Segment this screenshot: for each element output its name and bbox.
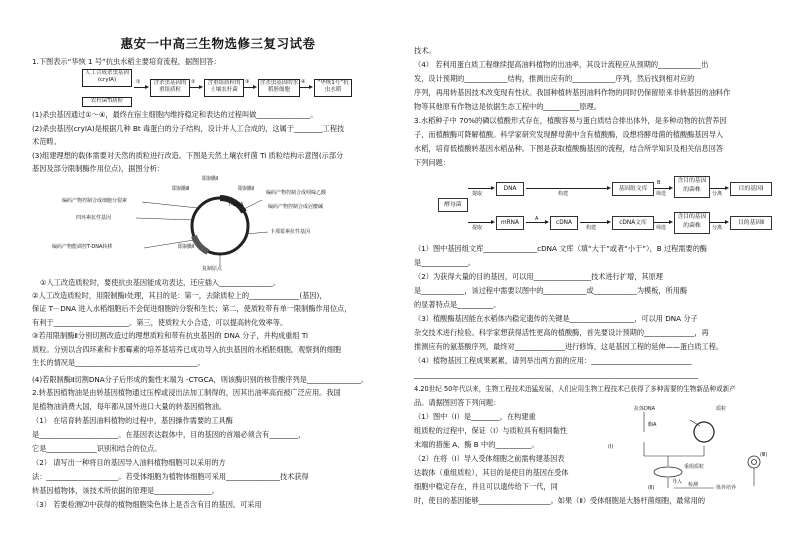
q4-1b: 组质粒的过程中，保证（Ⅰ）与质粒具有相同黏性: [414, 426, 568, 435]
q2-stem-a: 2.转基因植物油是由转基因植物通过压榨或浸出法加工制得的，因其出油率高而被广泛应用。我国: [32, 388, 341, 397]
label-sep-1: 分离: [712, 191, 723, 197]
label-iaa-gene: 编码产物控制合成细胞分裂素: [62, 198, 128, 204]
q1-3-2b: 保证 T－DNA 进入水稻细胞后不会促进细胞的分裂和生长；第二，使质粒带有单一限制酶作用位点，: [32, 304, 352, 313]
label-build-1: 构建: [558, 191, 569, 197]
q1-3-2a: ②人工改造质粒时，用限制酶Ⅰ处理，其目的是：第一，去除质粒上的______________(基因)，: [32, 291, 327, 300]
figure-2-ti-plasmid: [32, 174, 404, 274]
label-sep-2: 分离: [712, 225, 723, 231]
q1-2a: (2)杀虫基因(cryIA)是根据几种 Bt 毒蛋白的分子结构，设计并人工合成的，这属于________工程技: [32, 124, 345, 133]
flow-box-agrobacterium: 含重组质粒的土壤农杆菌: [204, 79, 244, 97]
q4-1a: （1）图中（Ⅰ）是________，在构建重: [414, 412, 536, 421]
label-A: A: [535, 216, 539, 222]
label-antibody-dna: 抗体DNA: [634, 406, 656, 412]
figure-4-svg: [604, 406, 774, 492]
label-origin: 复制原点: [202, 266, 223, 272]
recomb-ellipse: [654, 467, 682, 477]
cdna-library-box: cDNA文库: [612, 216, 654, 230]
q2-2b: 法：____________________。若受体细胞为植物体细胞可采用_______________技术获得: [32, 472, 309, 481]
step-2-label: ②: [191, 79, 196, 85]
yeast-box: 酵母菌: [438, 198, 468, 212]
q2-4d: 物等其他原有作物这是依据生态工程中的__________原理。: [414, 102, 601, 111]
q3-2a: （2）为获得大量的目的基因，可以用________________技术进行扩增，其原理: [414, 272, 663, 281]
left-column: [32, 0, 404, 560]
right-column: [414, 0, 780, 560]
label-kanamycin-gene: 卡那霉素抗性基因: [270, 229, 311, 235]
label-III: (Ⅲ): [760, 452, 768, 458]
step-3-label: ③: [245, 79, 250, 85]
resistance-segment: [194, 236, 208, 252]
label-build-2: 构建: [586, 225, 597, 231]
q3-4b: _______________________________________________________________________________: [414, 370, 698, 379]
flow-arrow-3: [244, 87, 254, 88]
label-express: 体外培养: [716, 485, 737, 491]
flow-box-plasmid: 农杆菌Ti质粒: [82, 97, 132, 107]
q1-3b: 基因及部分限制酶作用位点)，据图分析：: [32, 164, 165, 173]
label-I: (Ⅰ): [608, 444, 614, 450]
label-detect: 检测: [688, 482, 699, 488]
q3-1a: （1）图中基因组文库_______________cDNA 文库（填“大于”或者“小于”），B 过程需要的酶: [414, 244, 708, 253]
label-B: B: [657, 180, 661, 186]
flow-arrow-2: [190, 87, 200, 88]
q2-3b: 技术。: [414, 46, 436, 55]
label-screen-2: 筛选: [656, 225, 667, 231]
label-enzyme-i-top: 限制酶Ⅰ: [202, 176, 219, 182]
q1-2b: 术范畴。: [32, 137, 61, 146]
q1-4: (4)若限制酶Ⅱ切割DNA分子后形成的黏性末端为 -CTGCA，则该酶识别的核苷酸序列是_______________。: [32, 375, 369, 384]
q1-3-3a: ③若用限制酶Ⅱ分别切割改造过的理想质粒和带有抗虫基因的 DNA 分子，并构成重组 Ti: [32, 331, 309, 340]
leader-1: [142, 202, 198, 208]
label-import: 导入: [672, 479, 683, 485]
step-1-label: ①: [136, 79, 141, 85]
leader-2: [136, 218, 194, 220]
page-title: 惠安一中高三生物选修三复习试卷: [120, 36, 316, 51]
figure-4-diagram: [604, 406, 774, 492]
figure-3-library-flow: [438, 176, 778, 240]
q3-stem-a: 3.水稻种子中 70%的磷以植酸形式存在，植酸容易与蛋白质结合排出体外，是多种动物的抗营养因: [414, 116, 727, 125]
label-tdna: T-DNA: [228, 202, 244, 208]
label-vir-gene: 编码产物能调控T-DNA转移: [52, 244, 113, 250]
q3-stem-c: 水稻，培育低植酸转基因水稻品种。下图是获取植酸酶基因的流程，结合所学知识及相关信息回答: [414, 144, 724, 153]
q4-1c: 末端的措施 A、酶 B 中的__________。: [414, 440, 539, 449]
q3-stem-b: 子，而植酸酶可降解植酸。科学家研究发现酵母菌中含有植酸酶，设想将酵母菌的植酸酶基因导入: [414, 130, 724, 139]
q3-1b: 是_____________。: [414, 258, 476, 267]
q3-2c: 的显著特点是__________。: [414, 300, 501, 309]
q2-stem-b: 是植物油消费大国，每年都从国外进口大量的转基因植物油。: [32, 402, 227, 411]
leader-4: [242, 200, 262, 210]
q4-2b: 达载体（重组质粒），其目的是使目的基因在受体: [414, 468, 569, 477]
arrow-extract-dna: [468, 188, 492, 189]
flow-arrow-4: [300, 87, 310, 88]
q3-3b: 杂交技术进行检验。科学家想获得活性更高的植酸酶，首先要设计预期的______________，再: [414, 328, 709, 337]
flow-box-rice: “华恢1号”抗虫水稻: [314, 79, 352, 97]
arrow-extract-mrna: [468, 222, 492, 223]
q4-stem-a: 4.20世纪 50年代以来，生物工程技术迅猛发展，人们应用生物工程技术已获得了多种需要的生物新品种或新产: [414, 385, 736, 393]
arrow-build-2: [580, 222, 608, 223]
genomic-library-box: 基因组文库: [612, 182, 654, 196]
q4-2d: 时，使目的基因能够____________________。如果（Ⅱ）受体细胞是大肠杆菌细胞，最常用的: [414, 496, 706, 505]
step-4-label: ④: [301, 79, 306, 85]
q1-3-3c: 生长的情况是__________________________________。: [32, 358, 205, 367]
cdna-box: cDNA: [550, 216, 578, 230]
q3-3a: （3）植酸酶基因能在水稻体内稳定遗传的关键是__________________，可以用 DNA 分子: [414, 314, 698, 323]
arrow-sep-1: [710, 188, 726, 189]
label-recomb: 重组质粒: [684, 464, 705, 470]
label-plasmid: 质粒: [716, 406, 727, 412]
q3-4a: （4）植物基因工程成果累累，请列举出两方面的应用：____________________________: [414, 356, 692, 365]
arrow-screen-2: [654, 222, 670, 223]
arrow-screen-1: [654, 188, 670, 189]
q3-2b: 是____________，该过程中需要以图中的____________或____________为模板，所用酶: [414, 286, 688, 295]
leader-5: [246, 232, 268, 234]
label-screen-1: 筛选: [656, 191, 667, 197]
q1-stem: 1.下图表示“华恢 1 号”抗虫水稻主要培育流程，据图回答：: [32, 57, 221, 66]
label-II: (Ⅱ): [648, 485, 655, 491]
target-gene-1-box: 目的基因Ⅰ: [730, 182, 772, 196]
q1-3-1: ①人工改造质粒时，要使抗虫基因能成功表达，还应插入_______________。: [40, 278, 281, 287]
q1-3-3b: 质粒。分别以含四环素和卡那霉素的培养基培养已成功导入抗虫基因的水稻胚细胞，观察到的细胞: [32, 345, 342, 354]
flow-box-embryo: 含杀虫基因的水稻胚细胞: [258, 79, 300, 97]
q4-2a: （2）在将（Ⅰ）导入受体细胞之前需构建基因表: [414, 454, 565, 463]
plasmid-circle: [694, 422, 714, 442]
target-gene-2-box: 目的基因Ⅱ: [730, 216, 772, 230]
cell-circle-outer: [748, 456, 760, 468]
q4-2c: 细胞中稳定存在，并且可以遗传给下一代，同: [414, 482, 558, 491]
label-enzyme-i-right: 限制酶Ⅰ: [238, 186, 255, 192]
q4-stem-b: 品。请据图回答下列问题：: [414, 398, 501, 407]
label-auxin-gene: 编码产物控制合成吲哚乙酸: [266, 190, 327, 196]
q2-1c: 它是______________识别和结合的位点。: [32, 444, 162, 453]
flow-box-recombinant: 含杀虫基因的重组质粒: [150, 79, 190, 97]
arrow-build-1: [526, 188, 608, 189]
q1-1: (1)杀虫基因通过①～④，最终在宿主细胞内维持稳定和表达的过程叫做_______________。: [32, 110, 318, 119]
label-enzyme-ii: 限制酶Ⅱ: [172, 186, 190, 192]
label-enzyme-i-bottom: 限制酶Ⅰ: [178, 244, 195, 250]
label-tetracycline-gene: 四环素抗性基因: [76, 215, 112, 221]
ti-plasmid-diagram: [32, 174, 404, 274]
mrna-box: mRNA: [496, 216, 524, 230]
flow-box-gene: 人工合成杀虫基因(cryIA): [82, 69, 132, 87]
arrow-to-cdna: [526, 222, 546, 223]
label-extract-2: 提取: [472, 225, 483, 231]
clone-box-1: 含目的基因的菌株: [674, 176, 710, 198]
label-extract-1: 提取: [472, 191, 483, 197]
q2-1b: 是______________________。在基因表达载体中，目的基因的首端必须含有________，: [32, 430, 306, 439]
q3-3c: 推测应有的氨基酸序列，最终对______________进行修饰，这是基因工程的延伸——蛋白质工程。: [414, 342, 724, 351]
q2-4b: 发，设计预期的____________结构，推测出应有的____________序列，然后找到相对应的: [414, 74, 695, 83]
q1-3a: (3)组建理想的载体需要对天然的质粒进行改造。下图是天然土壤农杆菌 Ti 质粒结构示意图(示部分: [32, 151, 344, 160]
label-opine-gene: 编码产物控制合成冠瘿碱: [268, 204, 324, 210]
q2-2c: 转基因植物体，该技术所依据的原理是________________。: [32, 486, 219, 495]
label-enzyme-a: 酶A: [648, 422, 657, 428]
q2-2a: （2） 请写出一种将目的基因导入油料植物细胞可以采用的方: [32, 458, 226, 467]
arrow-sep-2: [710, 222, 726, 223]
q1-3-2c: 有利于_____________________。第三，使质粒大小合适，可以提高转化效率等。: [32, 318, 288, 327]
dna-box: DNA: [496, 182, 524, 196]
clone-box-2: 含目的基因的菌株: [674, 212, 710, 234]
figure-1-flow: [82, 69, 352, 107]
q2-1a: （1） 在培育转基因油料植物的过程中，基因操作需要的工具酶: [32, 416, 233, 425]
cell-circle-inner: [752, 460, 757, 465]
q2-4c: 序列，再用转基因技术改变现有性状。我国种植转基因油料作物的同时仍保留原来非转基因的油料作: [414, 88, 731, 97]
q3-stem-d: 下列问题：: [414, 158, 450, 167]
flow-arrow-1: [134, 87, 146, 88]
q2-4a: （4） 若利用蛋白质工程继续提高油料植物的出油率，其设计流程应从预期的____________出: [414, 60, 709, 69]
q2-3a: （3） 若要检测⑵中获得的植物细胞染色体上是否含有目的基因，可采用: [32, 500, 262, 509]
